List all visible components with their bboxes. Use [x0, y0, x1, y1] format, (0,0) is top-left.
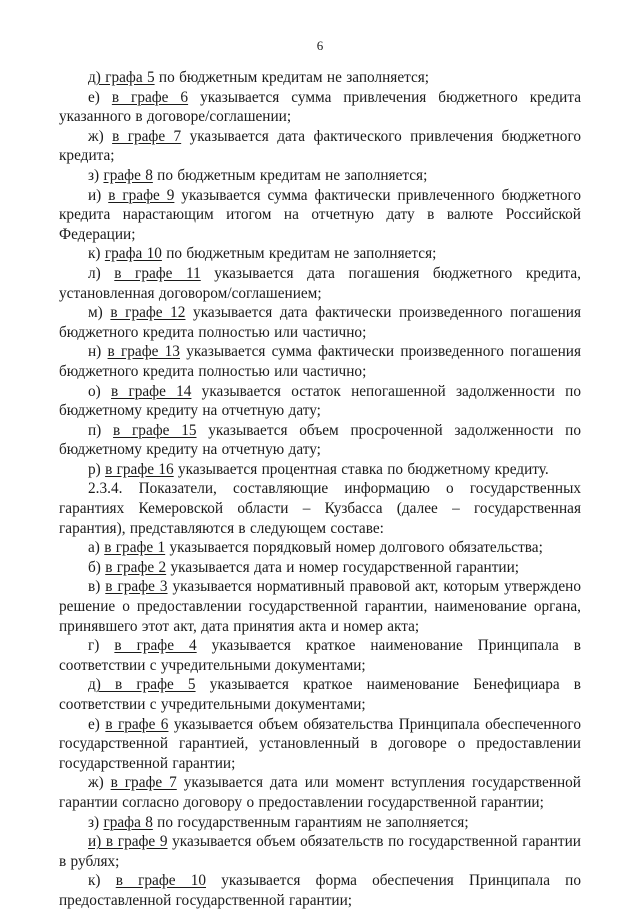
item-text: указывается нормативный правовой акт, которым утверждено решение о предоставлении государственной гарантии, наименование органа, принявшего этот акт, дата принятия акта и номер акта; — [59, 578, 582, 635]
column-reference: в графе 7 — [112, 127, 182, 145]
item-prefix: ж) — [88, 127, 113, 145]
item-text: указывается сумма привлечения бюджетного кредита указанного в договоре/соглашении; — [59, 88, 581, 126]
column-reference: графа 8 — [103, 813, 153, 831]
item-prefix: м) — [88, 304, 111, 322]
item-text: по бюджетным кредитам не заполняется; — [161, 245, 437, 263]
column-reference: графа 10 — [104, 245, 162, 263]
item-prefix: к) — [88, 872, 116, 890]
item-text: по бюджетным кредитам не заполняется; — [154, 69, 430, 86]
column-reference: в графе 15 — [113, 421, 197, 439]
column-reference: в графе 13 — [107, 343, 180, 361]
column-reference: в графе 14 — [111, 382, 192, 400]
paragraph — [59, 166, 581, 186]
item-text: указывается объем обязательств по государственной гарантии в рублях; — [59, 833, 581, 870]
column-reference: и) в графе 9 — [88, 833, 168, 851]
paragraph — [59, 421, 581, 460]
item-text: указывается краткое наименование Принципала в соответствии с учредительными документами; — [59, 637, 582, 674]
paragraph — [59, 636, 581, 675]
page-number: 6 — [316, 38, 324, 53]
item-prefix: р) — [88, 460, 106, 478]
column-reference: в графе 6 — [105, 715, 169, 733]
item-prefix: п) — [88, 421, 114, 439]
paragraph — [59, 460, 581, 480]
item-text: по государственным гарантиям не заполняется; — [152, 813, 469, 831]
paragraph — [59, 244, 581, 264]
item-prefix: з) — [88, 166, 104, 184]
item-text: указывается краткое наименование Бенефициара в соответствии с учредительными документами; — [59, 676, 581, 713]
item-prefix: з) — [88, 813, 104, 831]
paragraph — [59, 558, 581, 578]
item-text: указывается дата и номер государственной гарантии; — [166, 558, 520, 576]
item-text: 2.3.4. Показатели, составляющие информацию о государственных гарантиях Кемеровской области – Кузбасса (далее – государственная гарантия), представляются в следующем составе: — [59, 480, 581, 537]
column-reference: в графе 6 — [111, 88, 189, 106]
paragraph — [59, 715, 581, 774]
column-reference: в графе 4 — [114, 637, 197, 655]
item-text: указывается объем просроченной задолженности по бюджетному кредиту на отчетную дату; — [59, 421, 581, 459]
paragraph — [59, 813, 581, 833]
item-text: по бюджетным кредитам не заполняется; — [152, 166, 428, 184]
paragraph — [59, 577, 581, 636]
paragraph — [59, 675, 581, 714]
column-reference: в графе 3 — [105, 578, 168, 596]
item-text: указывается порядковый номер долгового обязательства; — [165, 539, 543, 557]
item-text: указывается дата фактически произведенного погашения бюджетного кредита полностью или частично; — [59, 304, 581, 341]
item-prefix: о) — [88, 382, 111, 400]
column-reference: в графе 1 — [104, 539, 166, 557]
item-text: указывается процентная ставка по бюджетному кредиту. — [173, 460, 549, 478]
item-text: указывается объем обязательства Принципала обеспеченного государственной гарантией, установленный в договоре о предоставлении государственной гарантии; — [59, 715, 581, 772]
section-paragraph — [59, 479, 581, 538]
paragraph — [59, 342, 581, 381]
column-reference: графе 8 — [103, 166, 153, 184]
item-text: указывается форма обеспечения Принципала по предоставленной государственной гарантии; — [59, 872, 581, 909]
column-reference: в графе 11 — [114, 264, 201, 282]
paragraph — [59, 88, 581, 127]
column-reference: д) графа 5 — [88, 69, 155, 86]
item-prefix: ж) — [88, 774, 111, 792]
paragraph — [59, 382, 581, 421]
paragraph — [59, 773, 581, 812]
item-text: указывается дата или момент вступления государственной гарантии согласно договору о предоставлении государственной гарантии; — [59, 774, 581, 811]
column-reference: в графе 2 — [105, 558, 167, 576]
paragraph — [59, 127, 581, 166]
document-body — [59, 68, 581, 911]
item-prefix: е) — [88, 88, 112, 106]
column-reference: в графе 16 — [105, 460, 174, 478]
column-reference: в графе 12 — [110, 304, 186, 322]
column-reference: в графе 7 — [110, 774, 177, 792]
item-text: указывается остаток непогашенной задолженности по бюджетному кредиту на отчетную дату; — [59, 382, 581, 420]
item-text: указывается сумма фактически произведенного погашения бюджетного кредита полностью или частично; — [59, 343, 581, 380]
item-text: указывается дата фактического привлечения бюджетного кредита; — [59, 127, 581, 165]
item-prefix: н) — [88, 343, 108, 361]
column-reference: д) в графе 5 — [88, 676, 196, 694]
paragraph — [59, 186, 581, 245]
item-text: указывается сумма фактически привлеченного бюджетного кредита нарастающим итогом на отчетную дату в валюте Российской Федерации; — [59, 186, 582, 243]
paragraph — [59, 832, 581, 871]
column-reference: в графе 10 — [115, 872, 207, 890]
item-prefix: и) — [88, 186, 109, 204]
item-prefix: е) — [88, 715, 106, 733]
paragraph — [59, 303, 581, 342]
item-prefix: а) — [88, 539, 105, 557]
paragraph — [59, 871, 581, 910]
paragraph — [59, 68, 581, 88]
item-prefix: б) — [88, 558, 106, 576]
column-reference: в графе 9 — [108, 186, 175, 204]
paragraph — [59, 538, 581, 558]
item-prefix: к) — [88, 245, 105, 263]
item-prefix: г) — [88, 637, 115, 655]
item-prefix: л) — [88, 264, 115, 282]
paragraph — [59, 264, 581, 303]
item-prefix: в) — [88, 578, 106, 596]
item-text: указывается дата погашения бюджетного кредита, установленная договором/соглашением; — [59, 264, 581, 302]
